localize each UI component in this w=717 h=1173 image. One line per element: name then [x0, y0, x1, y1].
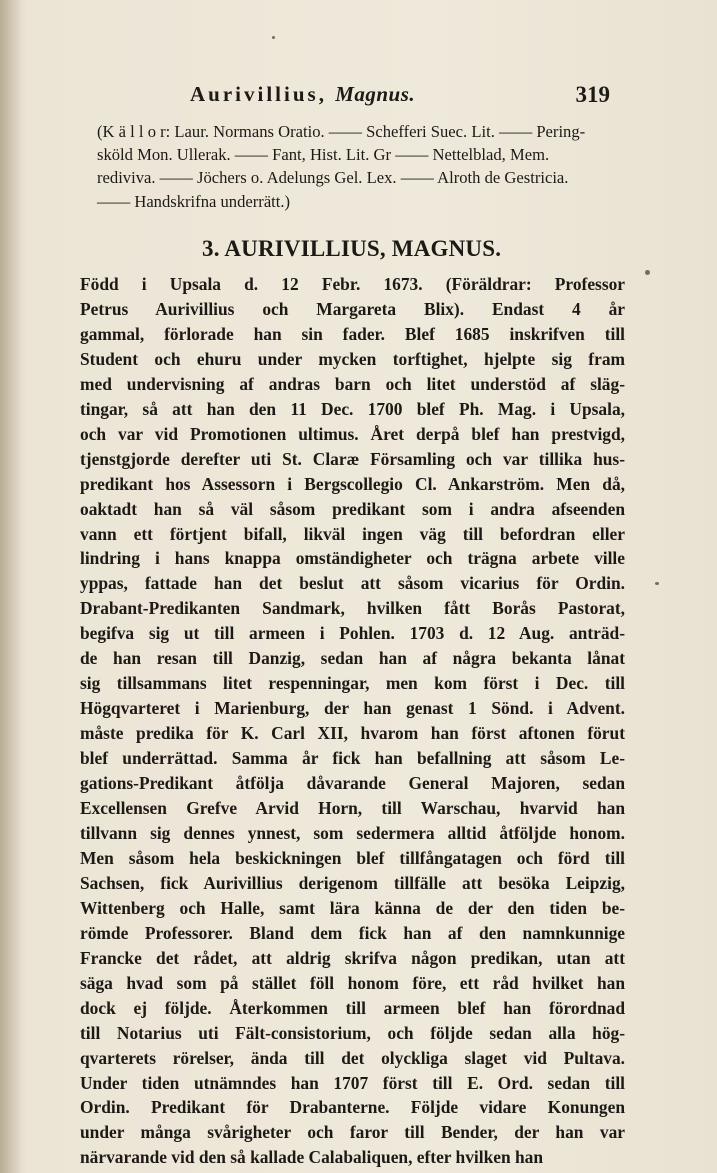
text-line: römde Professorer. Bland dem fick han af den namnkunnige: [80, 922, 625, 943]
text-line: och var vid Promotionen ultimus. Året derpå blef han prestvigd,: [80, 423, 625, 444]
running-head: [190, 82, 415, 107]
text-line: närvarande vid den så kallade Calabaliquen, efter hvilken han: [80, 1147, 544, 1168]
text-line: begifva sig ut till armeen i Pohlen. 1703 d. 12 Aug. anträd-: [80, 623, 625, 644]
text-line: med undervisning af andras barn och litet understöd af släg-: [80, 373, 625, 394]
text-line: blef underrättad. Samma år fick han befallning att såsom Le-: [80, 748, 625, 769]
text-line: Wittenberg och Halle, samt lära känna de der den tiden be-: [80, 897, 625, 918]
text-line: lindring i hans knappa omständigheter och trägna arbete ville: [80, 548, 625, 569]
biography-text: [80, 272, 625, 1170]
sources-paragraph: [97, 120, 619, 213]
text-line: måste predika för K. Carl XII, hvarom han först aftonen förut: [80, 723, 625, 744]
paper-speck: [272, 36, 275, 39]
text-line: under många svårigheter och faror till Bender, der han var: [80, 1122, 625, 1143]
text-line: tingar, så att han den 11 Dec. 1700 blef Ph. Mag. i Upsala,: [80, 398, 625, 419]
section-heading: 3. AURIVILLIUS, MAGNUS.: [202, 236, 502, 261]
text-line: vann ett förtjent bifall, likväl ingen väg till befordran eller: [80, 523, 625, 544]
text-line: oaktadt han så väl såsom predikant som i andra afseenden: [80, 498, 625, 519]
running-head-surname: Aurivillius,: [190, 82, 327, 106]
text-line: Högqvarteret i Marienburg, der han genast 1 Sönd. i Advent.: [80, 698, 625, 719]
paper-speck: [645, 270, 650, 275]
text-line: Ordin. Predikant för Drabanterne. Följde vidare Konungen: [80, 1097, 625, 1118]
text-line: Student och ehuru under mycken torftighet, hjelpte sig fram: [80, 348, 625, 369]
text-line: Francke det rådet, att aldrig skrifva någon predikan, utan att: [80, 947, 625, 968]
source-line: —— Handskrifna underrätt.): [97, 191, 291, 211]
text-line: tjenstgjorde derefter uti St. Claræ Församling och var tillika hus-: [80, 448, 625, 469]
source-line: rediviva. —— Jöchers o. Adelungs Gel. Lex. —— Alroth de Gestricia.: [97, 168, 569, 188]
text-line: qvarterets rörelser, ända till det olyckliga slaget vid Pultava.: [80, 1047, 625, 1068]
text-line: Under tiden utnämndes han 1707 först till E. Ord. sedan till: [80, 1072, 625, 1093]
text-line: gammal, förlorade han sin fader. Blef 1685 inskrifven till: [80, 323, 625, 344]
text-line: de han resan till Danzig, sedan han af några bekanta lånat: [80, 648, 625, 669]
binding-gutter: [0, 0, 22, 1173]
page-header: [190, 82, 610, 116]
text-line: predikant hos Assessorn i Bergscollegio Cl. Ankarström. Men då,: [80, 473, 625, 494]
text-line: dock ej följde. Återkommen till armeen blef han förordnad: [80, 997, 625, 1018]
text-line: gations-Predikant åtfölja dåvarande General Majoren, sedan: [80, 773, 625, 794]
paper-speck: [655, 582, 659, 585]
text-line: Drabant-Predikanten Sandmark, hvilken fått Borås Pastorat,: [80, 598, 625, 619]
text-line: yppas, fattade han det beslut att såsom vicarius för Ordin.: [80, 573, 625, 594]
text-line: Född i Upsala d. 12 Febr. 1673. (Föräldrar: Professor: [80, 274, 625, 294]
text-line: Sachsen, fick Aurivillius derigenom tillfälle att besöka Leipzig,: [80, 872, 625, 893]
running-head-forename: Magnus.: [335, 82, 416, 106]
text-line: Men såsom hela beskickningen blef tillfångatagen och förd till: [80, 847, 625, 868]
page-number: 319: [575, 82, 610, 107]
text-line: sig tillsammans litet respenningar, men kom först i Dec. till: [80, 673, 625, 694]
text-line: Petrus Aurivillius och Margareta Blix). Endast 4 år: [80, 298, 625, 319]
text-line: till Notarius uti Fält-consistorium, och följde sedan alla hög-: [80, 1022, 625, 1043]
text-line: säga hvad som på stället föll honom före, ett råd hvilket han: [80, 972, 625, 993]
source-line: sköld Mon. Ullerak. —— Fant, Hist. Lit. Gr —— Nettelblad, Mem.: [97, 145, 550, 165]
text-line: Excellensen Grefve Arvid Horn, till Warschau, hvarvid han: [80, 798, 625, 819]
source-line: (K ä l l o r: Laur. Normans Oratio. —— Schefferi Suec. Lit. —— Pering-: [97, 122, 586, 141]
text-line: tillvann sig dennes ynnest, som sedermera alltid åtföljde honom.: [80, 822, 625, 843]
